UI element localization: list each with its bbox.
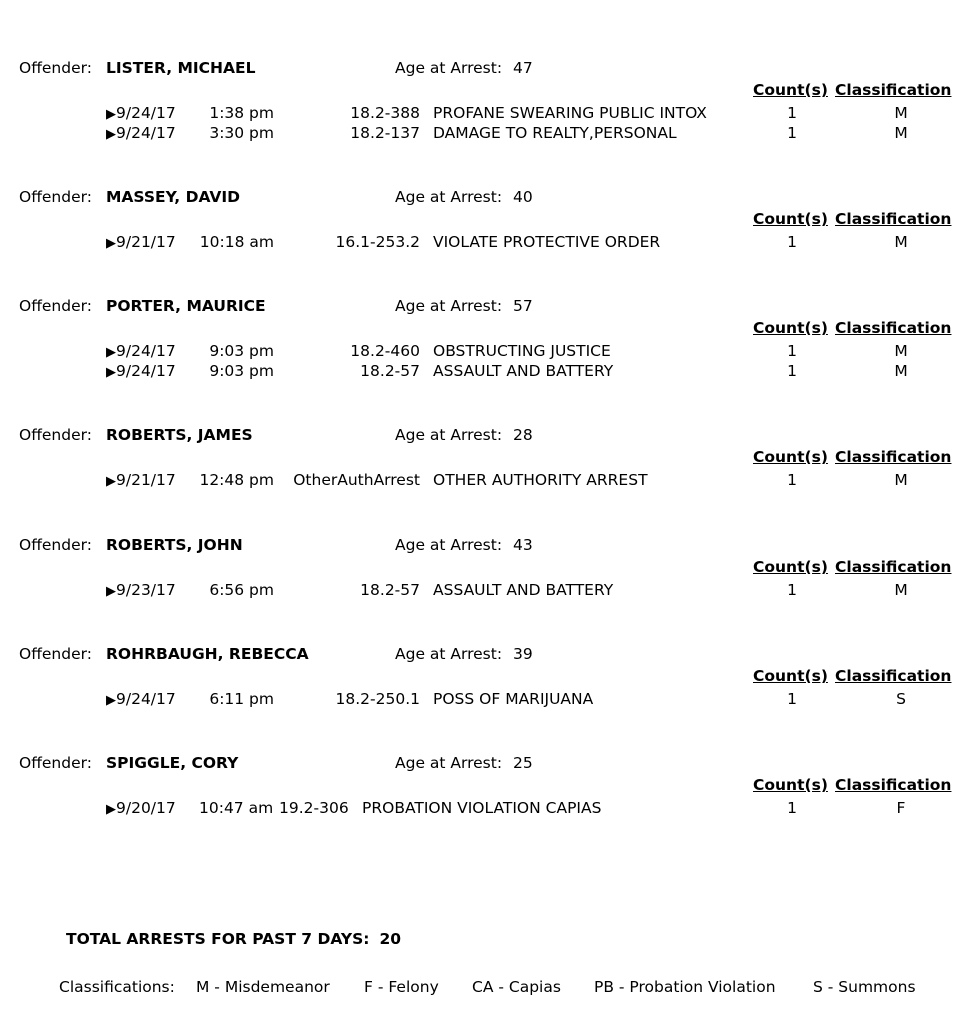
charge-classification: F — [896, 799, 906, 817]
charge-row — [0, 798, 980, 818]
charge-classification: M — [894, 581, 908, 599]
total-arrests-value: 20 — [379, 930, 402, 948]
age-value: 43 — [513, 536, 533, 554]
charge-time: 9:03 pm — [209, 362, 274, 380]
charge-time: 3:30 pm — [209, 124, 274, 142]
triangle-bullet-icon: ▶ — [106, 802, 116, 817]
offender-block — [0, 58, 980, 178]
charge-count: 1 — [787, 104, 797, 122]
charge-description: POSS OF MARIJUANA — [433, 690, 594, 708]
charge-date — [106, 689, 176, 711]
charge-date-text: 9/23/17 — [116, 581, 176, 599]
counts-header: Count(s) — [753, 81, 828, 99]
charge-list — [0, 103, 980, 143]
age-label: Age at Arrest: — [395, 426, 503, 444]
legend-item-misdemeanor: M - Misdemeanor — [196, 978, 330, 996]
age-label: Age at Arrest: — [395, 297, 503, 315]
triangle-bullet-icon: ▶ — [106, 693, 116, 708]
age-label: Age at Arrest: — [395, 754, 503, 772]
charge-time: 10:47 am — [199, 799, 274, 817]
charge-description: VIOLATE PROTECTIVE ORDER — [433, 233, 661, 251]
charge-count: 1 — [787, 690, 797, 708]
counts-header: Count(s) — [753, 448, 828, 466]
charge-count: 1 — [787, 362, 797, 380]
age-label: Age at Arrest: — [395, 536, 503, 554]
charge-code: 18.2-460 — [350, 342, 420, 360]
charge-classification: M — [894, 342, 908, 360]
charge-date-text: 9/24/17 — [116, 342, 176, 360]
charge-classification: M — [894, 233, 908, 251]
charge-classification: M — [894, 471, 908, 489]
charge-date — [106, 580, 176, 602]
offender-label: Offender: — [19, 536, 92, 554]
charge-description: PROBATION VIOLATION CAPIAS — [362, 799, 602, 817]
offender-name: ROBERTS, JOHN — [106, 536, 243, 554]
offender-name: LISTER, MICHAEL — [106, 59, 256, 77]
charge-code: 19.2-306 — [279, 799, 349, 817]
charge-code: 16.1-253.2 — [335, 233, 420, 251]
total-arrests — [66, 929, 401, 949]
charge-description: ASSAULT AND BATTERY — [433, 362, 614, 380]
charge-row — [0, 361, 980, 381]
triangle-bullet-icon: ▶ — [106, 127, 116, 142]
charge-time: 10:18 am — [199, 233, 274, 251]
offender-label: Offender: — [19, 754, 92, 772]
age-value: 47 — [513, 59, 533, 77]
classification-header: Classification — [835, 776, 952, 794]
charge-count: 1 — [787, 799, 797, 817]
counts-header: Count(s) — [753, 776, 828, 794]
triangle-bullet-icon: ▶ — [106, 236, 116, 251]
classification-header: Classification — [835, 319, 952, 337]
charge-list — [0, 798, 980, 818]
charge-code: 18.2-137 — [350, 124, 420, 142]
charge-date-text: 9/21/17 — [116, 471, 176, 489]
charge-time: 9:03 pm — [209, 342, 274, 360]
total-arrests-label: TOTAL ARRESTS FOR PAST 7 DAYS: — [66, 930, 370, 948]
charge-count: 1 — [787, 342, 797, 360]
offender-name: ROHRBAUGH, REBECCA — [106, 645, 309, 663]
charge-row — [0, 689, 980, 709]
charge-time: 6:11 pm — [209, 690, 274, 708]
offender-label: Offender: — [19, 645, 92, 663]
age-label: Age at Arrest: — [395, 188, 503, 206]
charge-time: 1:38 pm — [209, 104, 274, 122]
age-label: Age at Arrest: — [395, 645, 503, 663]
offender-label: Offender: — [19, 59, 92, 77]
age-label: Age at Arrest: — [395, 59, 503, 77]
charge-count: 1 — [787, 124, 797, 142]
charge-row — [0, 103, 980, 123]
charge-count: 1 — [787, 233, 797, 251]
offender-name: MASSEY, DAVID — [106, 188, 241, 206]
charge-row — [0, 341, 980, 361]
offender-block — [0, 753, 980, 873]
charge-list — [0, 470, 980, 490]
counts-header: Count(s) — [753, 210, 828, 228]
charge-date — [106, 103, 176, 125]
charge-list — [0, 580, 980, 600]
charge-row — [0, 470, 980, 490]
charge-description: OTHER AUTHORITY ARREST — [433, 471, 648, 489]
classification-header: Classification — [835, 81, 952, 99]
age-value: 57 — [513, 297, 533, 315]
charge-code: OtherAuthArrest — [293, 471, 420, 489]
triangle-bullet-icon: ▶ — [106, 365, 116, 380]
offender-label: Offender: — [19, 426, 92, 444]
classification-header: Classification — [835, 210, 952, 228]
charge-classification: M — [894, 124, 908, 142]
charge-date — [106, 798, 176, 820]
offender-block — [0, 187, 980, 307]
charge-row — [0, 580, 980, 600]
counts-header: Count(s) — [753, 667, 828, 685]
charge-row — [0, 232, 980, 252]
charge-description: DAMAGE TO REALTY,PERSONAL — [433, 124, 677, 142]
charge-count: 1 — [787, 471, 797, 489]
offender-block — [0, 425, 980, 545]
triangle-bullet-icon: ▶ — [106, 474, 116, 489]
charge-date — [106, 232, 176, 254]
charge-list — [0, 232, 980, 252]
charge-list — [0, 341, 980, 381]
charge-code: 18.2-57 — [360, 362, 420, 380]
legend-item-felony: F - Felony — [364, 978, 439, 996]
charge-time: 12:48 pm — [199, 471, 274, 489]
charge-description: OBSTRUCTING JUSTICE — [433, 342, 611, 360]
offender-label: Offender: — [19, 297, 92, 315]
offender-name: PORTER, MAURICE — [106, 297, 266, 315]
offender-block — [0, 296, 980, 416]
charge-date-text: 9/21/17 — [116, 233, 176, 251]
charge-description: ASSAULT AND BATTERY — [433, 581, 614, 599]
charge-row — [0, 123, 980, 143]
charge-date — [106, 123, 176, 145]
counts-header: Count(s) — [753, 558, 828, 576]
offender-name: SPIGGLE, CORY — [106, 754, 239, 772]
classifications-label: Classifications: — [59, 978, 175, 996]
triangle-bullet-icon: ▶ — [106, 345, 116, 360]
charge-date-text: 9/24/17 — [116, 362, 176, 380]
triangle-bullet-icon: ▶ — [106, 107, 116, 122]
age-value: 25 — [513, 754, 533, 772]
triangle-bullet-icon: ▶ — [106, 584, 116, 599]
offender-block — [0, 644, 980, 764]
charge-time: 6:56 pm — [209, 581, 274, 599]
legend-item-summons: S - Summons — [813, 978, 916, 996]
charge-list — [0, 689, 980, 709]
age-value: 40 — [513, 188, 533, 206]
classification-header: Classification — [835, 667, 952, 685]
charge-classification: M — [894, 104, 908, 122]
charge-date — [106, 341, 176, 363]
offender-label: Offender: — [19, 188, 92, 206]
charge-code: 18.2-388 — [350, 104, 420, 122]
charge-description: PROFANE SWEARING PUBLIC INTOX — [433, 104, 707, 122]
legend-item-capias: CA - Capias — [472, 978, 561, 996]
offender-name: ROBERTS, JAMES — [106, 426, 253, 444]
classification-header: Classification — [835, 448, 952, 466]
charge-date-text: 9/20/17 — [116, 799, 176, 817]
charge-count: 1 — [787, 581, 797, 599]
counts-header: Count(s) — [753, 319, 828, 337]
charge-classification: S — [896, 690, 906, 708]
classification-header: Classification — [835, 558, 952, 576]
charge-date-text: 9/24/17 — [116, 690, 176, 708]
legend-item-probation-violation: PB - Probation Violation — [594, 978, 776, 996]
offender-block — [0, 535, 980, 655]
charge-classification: M — [894, 362, 908, 380]
age-value: 28 — [513, 426, 533, 444]
age-value: 39 — [513, 645, 533, 663]
charge-date — [106, 361, 176, 383]
charge-code: 18.2-250.1 — [335, 690, 420, 708]
charge-code: 18.2-57 — [360, 581, 420, 599]
charge-date-text: 9/24/17 — [116, 124, 176, 142]
charge-date-text: 9/24/17 — [116, 104, 176, 122]
charge-date — [106, 470, 176, 492]
